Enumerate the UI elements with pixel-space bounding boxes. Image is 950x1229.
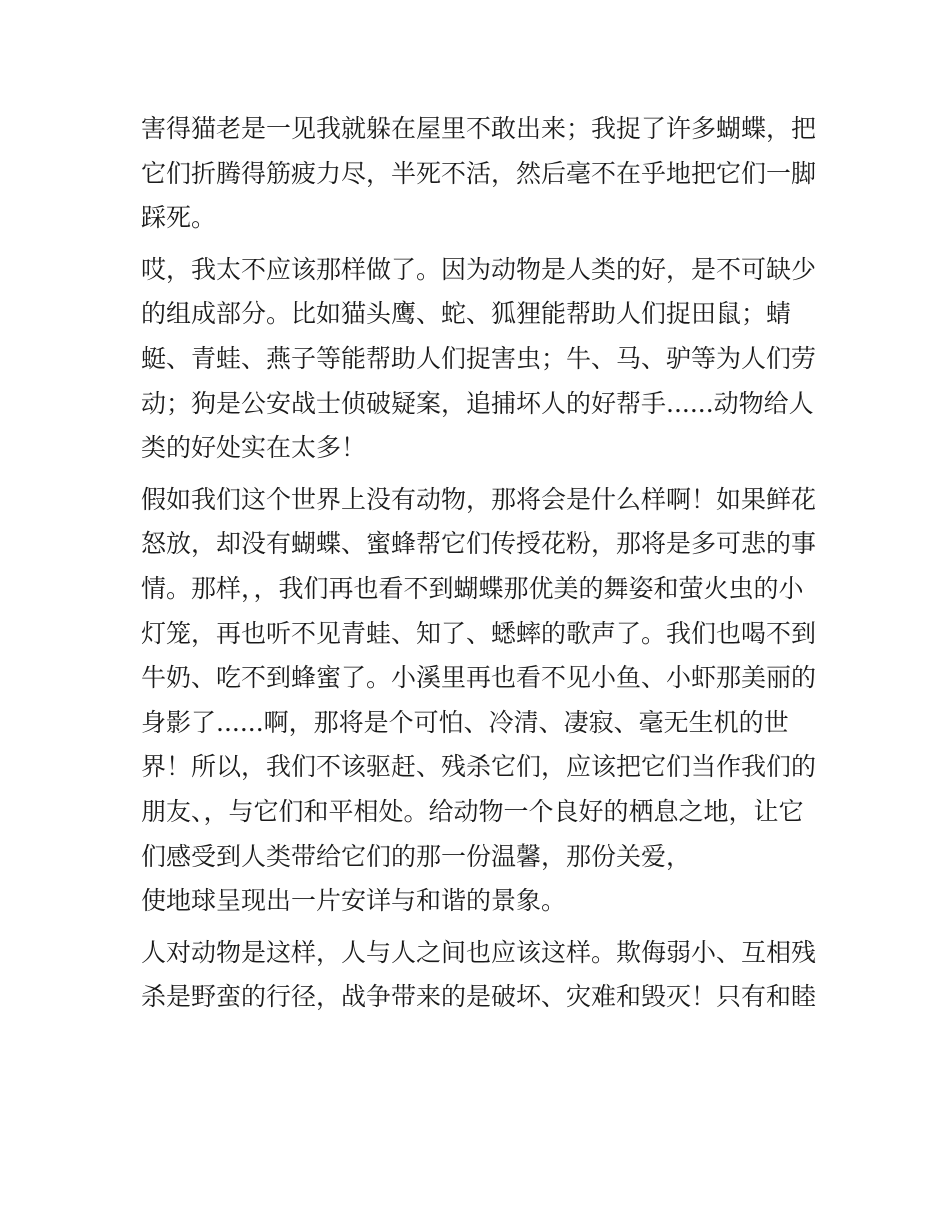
paragraph-2 [141, 248, 821, 471]
text-line: 朋友、，与它们和平相处。给动物一个良好的栖息之地，让它 [141, 796, 804, 826]
document-body [141, 107, 821, 1020]
text-line: 假如我们这个世界上没有动物，那将会是什么样啊！如果鲜花 [141, 484, 817, 514]
text-line: 们感受到人类带给它们的那一份温馨，那份关爱， [141, 841, 692, 871]
text-line: 它们折腾得筋疲力尽，半死不活，然后毫不在乎地把它们一脚 [141, 158, 817, 188]
text-line: 踩死。 [141, 203, 217, 233]
text-line: 身影了......啊，那将是个可怕、冷清、凄寂、毫无生机的世 [141, 707, 789, 737]
paragraph-4 [141, 931, 821, 1020]
text-line: 类的好处实在太多！ [141, 433, 367, 463]
text-line: 动；狗是公安战士侦破疑案，追捕坏人的好帮手......动物给人 [141, 388, 814, 418]
text-line: 情。那样，，我们再也看不到蝴蝶那优美的舞姿和萤火虫的小 [141, 573, 804, 603]
text-line: 蜓、青蛙、燕子等能帮助人们捉害虫；牛、马、驴等为人们劳 [141, 343, 817, 373]
text-line: 牛奶、吃不到蜂蜜了。小溪里再也看不见小鱼、小虾那美丽的 [141, 663, 817, 693]
paragraph-3 [141, 478, 821, 924]
text-line: 的组成部分。比如猫头鹰、蛇、狐狸能帮助人们捉田鼠；蜻 [141, 299, 792, 329]
text-line: 灯笼，再也听不见青蛙、知了、蟋蟀的歌声了。我们也喝不到 [141, 618, 817, 648]
text-line: 使地球呈现出一片安详与和谐的景象。 [141, 886, 567, 916]
text-line: 害得猫老是一见我就躲在屋里不敢出来；我捉了许多蝴蝶，把 [141, 114, 817, 143]
paragraph-1 [141, 107, 821, 241]
text-line: 怒放，却没有蝴蝶、蜜蜂帮它们传授花粉，那将是多可悲的事 [141, 529, 817, 559]
text-line: 人对动物是这样，人与人之间也应该这样。欺侮弱小、互相残 [141, 937, 817, 967]
text-line: 界！所以，我们不该驱赶、残杀它们，应该把它们当作我们的 [141, 752, 817, 782]
text-line: 杀是野蛮的行径，战争带来的是破坏、灾难和毁灭！只有和睦 [141, 982, 817, 1012]
text-line: 哎，我太不应该那样做了。因为动物是人类的好，是不可缺少 [141, 254, 817, 284]
